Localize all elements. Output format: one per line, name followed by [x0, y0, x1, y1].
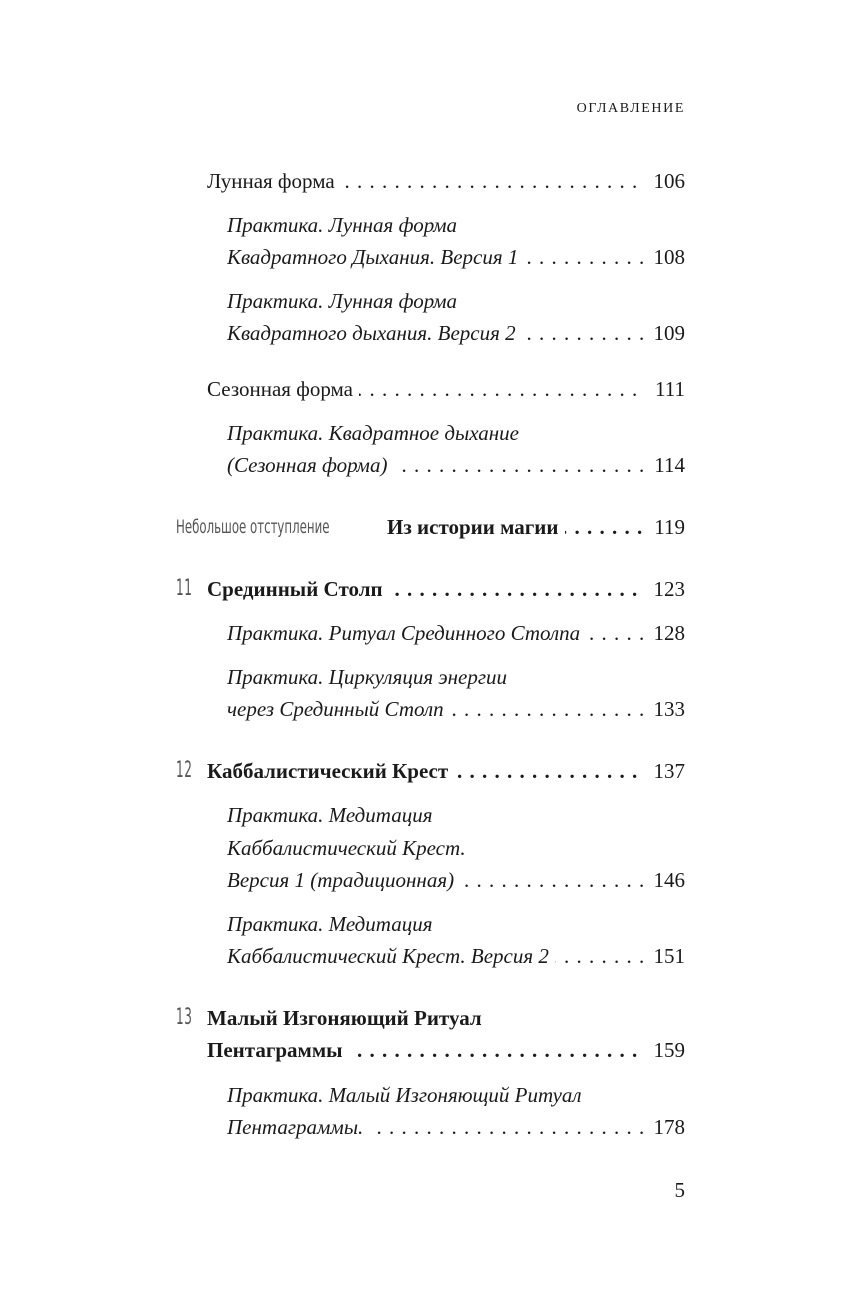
toc-entry-line [0, 286, 845, 316]
toc-entry-title: Квадратного Дыхания. Версия 1 [227, 245, 524, 269]
digression-label: Небольшое отступление [176, 516, 330, 538]
toc-page-number: 111 [655, 377, 685, 401]
toc-entry [0, 450, 845, 480]
toc-entry [0, 941, 845, 971]
toc-entry-title: (Сезонная форма) [227, 453, 393, 477]
toc-entry-title-line1: Практика. Медитация [227, 912, 433, 936]
toc-entry-title: Пентаграммы. [227, 1115, 369, 1139]
toc-entry-title: Пентаграммы [207, 1038, 349, 1062]
toc-page-number: 109 [653, 321, 685, 345]
chapter-number: 12 [176, 758, 193, 783]
toc-entry-title-line1: Практика. Малый Изгоняющий Ритуал [227, 1083, 582, 1107]
toc-entry-line [0, 833, 845, 863]
toc-entry-line [0, 210, 845, 240]
toc-entry-title: Лунная форма [207, 169, 341, 193]
toc-entry-title: Каббалистический Крест. Версия 2 [227, 944, 555, 968]
toc-entry [0, 1035, 845, 1065]
toc-entry-line [0, 418, 845, 448]
toc-entry-title-line1: Практика. Циркуляция энергии [227, 665, 508, 689]
toc-page-number: 106 [653, 169, 685, 193]
toc-page-number: 133 [653, 697, 685, 721]
toc-entry-line [0, 1003, 845, 1033]
toc-entry [0, 574, 845, 604]
toc-entry-title-line2: Каббалистический Крест. [227, 836, 466, 860]
toc-page-number: 114 [654, 453, 685, 477]
chapter-number: 11 [176, 576, 193, 601]
toc-entry [0, 512, 845, 542]
toc-entry [0, 618, 845, 648]
toc-page-number: 159 [653, 1038, 685, 1062]
page-number: 5 [674, 1178, 685, 1202]
toc-entry-title: Версия 1 (традиционная) [227, 868, 460, 892]
toc-entry [0, 318, 845, 348]
toc-entry [0, 166, 845, 196]
toc-entry [0, 694, 845, 724]
toc-entry [0, 865, 845, 895]
toc-entry-title: Срединный Столп [207, 577, 389, 601]
toc-entry-line [0, 909, 845, 939]
toc-page-number: 151 [653, 944, 685, 968]
toc-entry-title: Из истории магии [387, 515, 565, 539]
toc-entry-title: Квадратного дыхания. Версия 2 [227, 321, 522, 345]
toc-entry-title-line1: Малый Изгоняющий Ритуал [207, 1006, 482, 1030]
toc-entry-title-line1: Практика. Лунная форма [227, 289, 458, 313]
toc-entry [0, 242, 845, 272]
toc-entry [0, 374, 845, 404]
toc-page-number: 119 [654, 515, 685, 539]
toc-page-number: 123 [653, 577, 685, 601]
chapter-number: 13 [176, 1005, 193, 1030]
toc-entry-line [0, 1080, 845, 1110]
toc-entry-title-line1: Практика. Медитация [227, 803, 433, 827]
running-head: ОГЛАВЛЕНИЕ [576, 101, 685, 116]
toc-entry-line [0, 800, 845, 830]
toc-entry-title: Каббалистический Крест [207, 759, 454, 783]
toc-entry-title-line1: Практика. Лунная форма [227, 213, 458, 237]
toc-entry-title: через Срединный Столп [227, 697, 450, 721]
toc-entry-line [0, 662, 845, 692]
toc-page-number: 128 [653, 621, 685, 645]
toc-page-number: 108 [653, 245, 685, 269]
toc-page-number: 137 [653, 759, 685, 783]
toc-entry-title: Практика. Ритуал Срединного Столпа [227, 621, 586, 645]
toc-entry-title: Сезонная форма [207, 377, 359, 401]
toc-page-number: 178 [653, 1115, 685, 1139]
toc-page-number: 146 [653, 868, 685, 892]
toc-entry [0, 756, 845, 786]
toc-entry [0, 1112, 845, 1142]
toc-entry-title-line1: Практика. Квадратное дыхание [227, 421, 520, 445]
